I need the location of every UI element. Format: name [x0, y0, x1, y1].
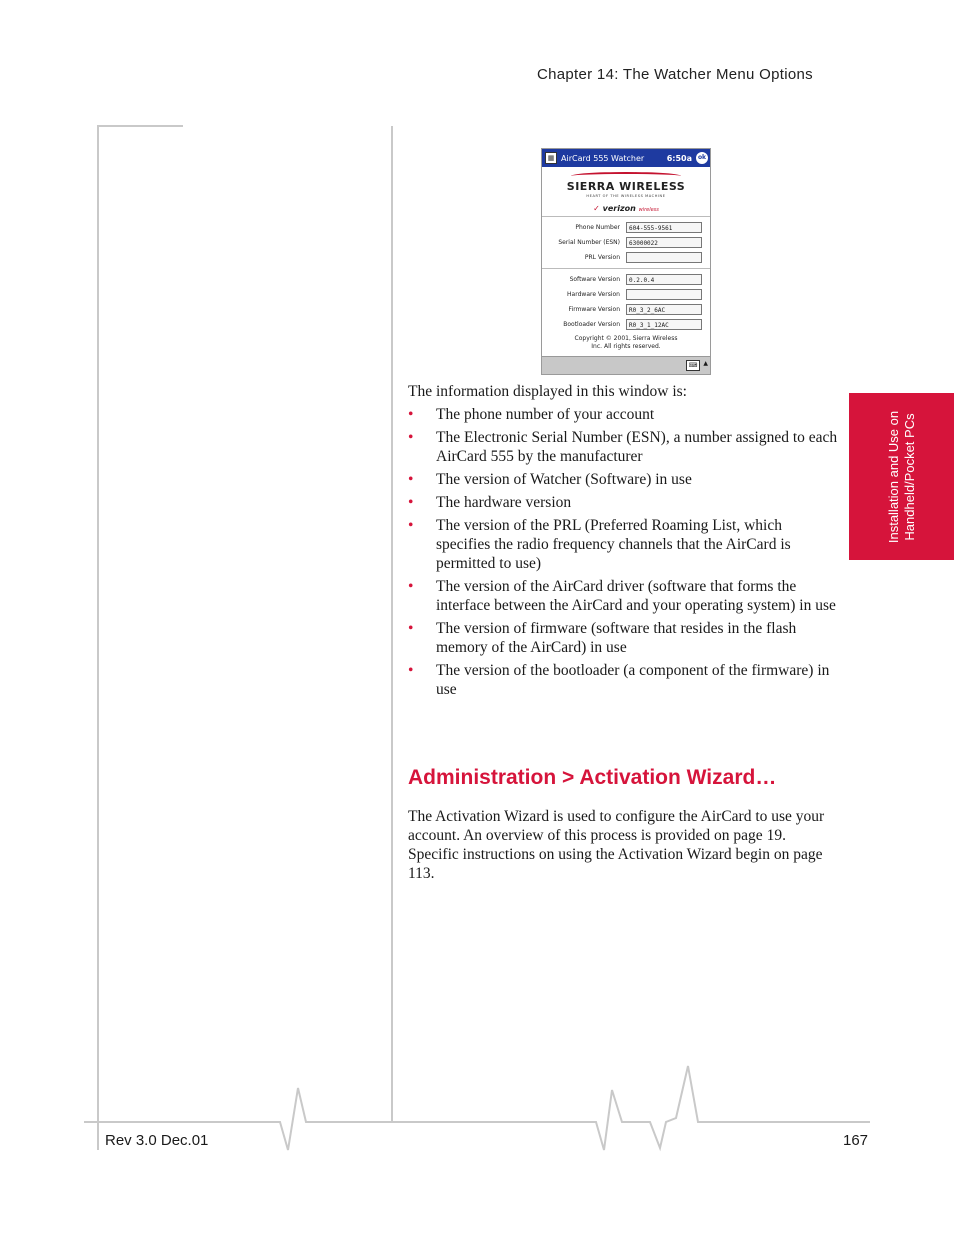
device-copyright [542, 335, 710, 351]
bullet-item [408, 470, 840, 489]
carrier-logo [542, 204, 710, 213]
device-field-label: Firmware Version [568, 306, 620, 313]
device-field-value: R0_3_2_6AC [626, 304, 702, 315]
device-field-row [542, 272, 710, 287]
bullet-dot-icon: • [408, 620, 414, 637]
device-field-row [542, 250, 710, 265]
device-command-bar [542, 356, 710, 374]
device-field-label: Software Version [569, 276, 620, 283]
bullet-item [408, 428, 840, 466]
device-divider [542, 268, 710, 269]
device-field-row [542, 235, 710, 250]
bullet-dot-icon: • [408, 578, 414, 595]
bullet-dot-icon: • [408, 429, 414, 446]
margin-rule-top [97, 125, 183, 127]
bullet-dot-icon: • [408, 494, 414, 511]
device-fields-group-a [542, 220, 710, 265]
margin-rule-left [97, 126, 99, 1150]
device-field-value: R0_3_1_12AC [626, 319, 702, 330]
info-bullet-list [408, 405, 840, 703]
side-tab-label [886, 397, 918, 557]
chapter-side-tab [849, 393, 954, 560]
device-field-value: 63000022 [626, 237, 702, 248]
copyright-line2: Inc. All rights reserved. [591, 343, 661, 350]
revision-label: Rev 3.0 Dec.01 [105, 1132, 209, 1149]
device-app-title: AirCard 555 Watcher [561, 153, 645, 163]
bullet-text: The version of firmware (software that resides in the flash memory of the AirCard) in use [436, 620, 797, 656]
bullet-item [408, 577, 840, 615]
device-clock: 6:50a [666, 153, 692, 163]
device-field-row [542, 317, 710, 332]
device-field-value [626, 252, 702, 263]
swoosh-logo-icon [571, 172, 681, 180]
device-title-bar [542, 149, 710, 167]
start-menu-icon: ▦ [545, 152, 557, 164]
device-divider [542, 216, 710, 217]
checkmark-icon: ✓ [593, 204, 600, 213]
page-number: 167 [843, 1132, 869, 1149]
running-header: Chapter 14: The Watcher Menu Options [537, 66, 813, 83]
bullet-item [408, 405, 840, 424]
bullet-text: The hardware version [436, 494, 572, 511]
bullet-text: The version of the bootloader (a component of the firmware) in use [436, 662, 830, 698]
section-paragraph: The Activation Wizard is used to configure the AirCard to use your account. An overview of this process is provided on page 19. Specific instructions on using the Activation Wizard begin on page 113. [408, 808, 825, 882]
copyright-line1: Copyright © 2001, Sierra Wireless [574, 335, 678, 342]
column-rule [391, 126, 393, 1122]
brand-name: SIERRA WIRELESS [566, 180, 686, 193]
bullet-dot-icon: • [408, 406, 414, 423]
device-field-row [542, 220, 710, 235]
bullet-text: The version of the AirCard driver (software that forms the interface between the AirCard and your operating system) in use [436, 578, 836, 614]
ok-button[interactable]: ok [696, 152, 708, 164]
bullet-dot-icon: • [408, 517, 414, 534]
side-tab-line1: Installation and Use on [885, 410, 901, 543]
input-arrow-icon[interactable]: ▲ [703, 360, 708, 367]
brand-block [542, 172, 710, 213]
device-field-row [542, 302, 710, 317]
device-field-row [542, 287, 710, 302]
watcher-screenshot [541, 148, 711, 375]
device-field-label: Serial Number (ESN) [558, 239, 620, 246]
brand-tagline: HEART OF THE WIRELESS MACHINE [586, 194, 666, 198]
section-heading: Administration > Activation Wizard… [408, 766, 777, 789]
bullet-text: The version of Watcher (Software) in use [436, 471, 692, 488]
carrier-name: verizon [602, 204, 636, 213]
bullet-dot-icon: • [408, 471, 414, 488]
device-field-label: PRL Version [584, 254, 620, 261]
keyboard-icon[interactable]: ⌨ [686, 360, 700, 371]
device-field-label: Phone Number [575, 224, 620, 231]
carrier-suffix: wireless [638, 207, 659, 213]
bullet-text: The phone number of your account [436, 406, 655, 423]
device-field-value [626, 289, 702, 300]
bullet-item [408, 619, 840, 657]
bullet-text: The version of the PRL (Preferred Roaming List, which specifies the radio frequency channels that the AirCard is permitted to use) [436, 517, 791, 572]
device-field-label: Bootloader Version [563, 321, 620, 328]
device-field-value: 604-555-9561 [626, 222, 702, 233]
side-tab-line2: Handheld/Pocket PCs [901, 412, 917, 541]
device-field-label: Hardware Version [567, 291, 620, 298]
bullet-item [408, 516, 840, 573]
intro-text: The information displayed in this window is: [408, 383, 687, 400]
device-field-value: 0.2.0.4 [626, 274, 702, 285]
bullet-item [408, 493, 840, 512]
bullet-item [408, 661, 840, 699]
bullet-text: The Electronic Serial Number (ESN), a number assigned to each AirCard 555 by the manufacturer [436, 429, 838, 465]
bullet-dot-icon: • [408, 662, 414, 679]
device-fields-group-b [542, 272, 710, 332]
